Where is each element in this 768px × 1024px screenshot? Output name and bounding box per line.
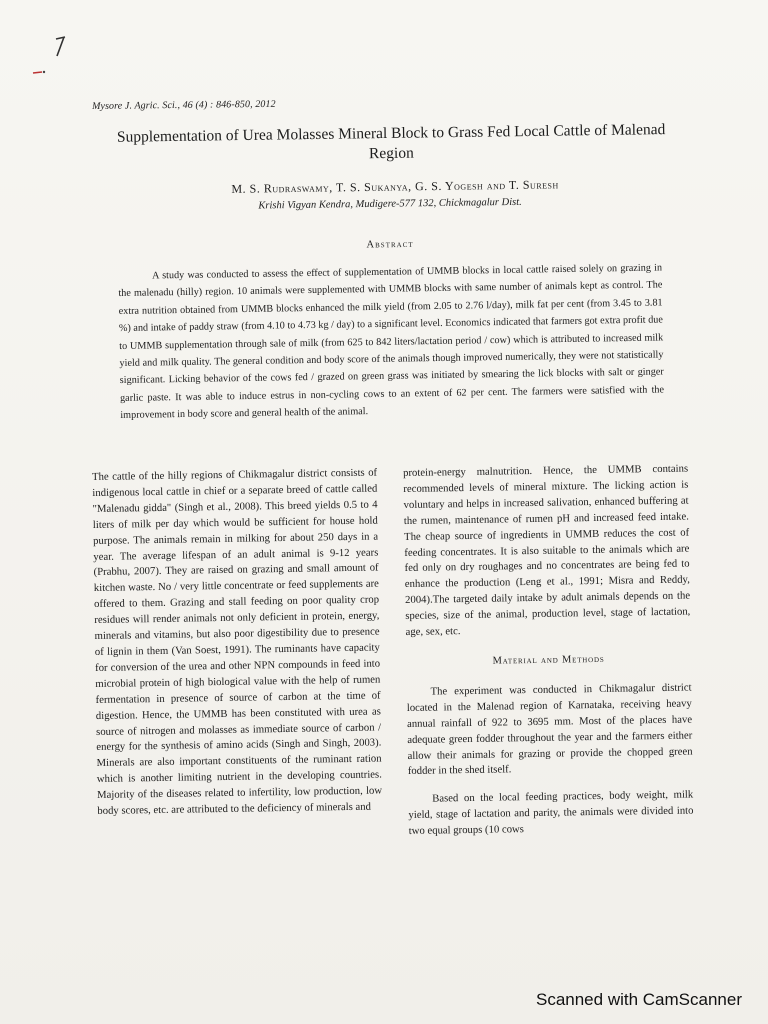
abstract-text: A study was conducted to assess the effect of supplementation of UMMB blocks in local cattle raised solely on grazing in the malenadu (hilly) region. 10 animals were supplemented with UMMB blocks with same number of animals kept as control. The extra nutrition obtained from UMMB blocks enhanced the milk yield (from 2.05 to 2.76 l/day), milk fat per cent (from 3.45 to 3.81 %) and intake of paddy straw (from 4.10 to 4.73 kg / day) to a significant level. Economics indicated that farmers got extra profit due to UMMB supplementation through sale of milk (from 625 to 842 liters/lactation period / cow) which is attributed to increased milk yield and milk quality. The general condition and body score of the animals though improved numerically, they were not statistically significant. Licking behavior of the cows fed / grazed on green grass was initiated by smearing the lick blocks with salt or ginger garlic paste. It was able to induce estrus in non-cycling cows to an extent of 62 per cent. The farmers were satisfied with the improvement in body score and general health of the animal. [118,262,665,422]
left-column [92,466,382,820]
section-heading-material-methods: Material and Methods [492,653,605,667]
abstract-heading: Abstract [366,238,414,251]
affiliation: Krishi Vigyan Kendra, Mudigere-577 132, Chickmagalur Dist. [258,196,522,212]
paper-title: Supplementation of Urea Molasses Mineral Block to Grass Fed Local Cattle of Malenad Region [116,121,666,163]
pen-mark-icon [52,34,68,60]
right-column [403,462,694,840]
journal-citation: Mysore J. Agric. Sci., 46 (4) : 846-850, 2012 [92,98,276,112]
intro-paragraph-continued: protein-energy malnutrition. Hence, the UMMB contains recommended levels of mineral mixture. The licking action is voluntary and helps in increased salivation, enhanced buffering at the rumen, maintenance of rumen pH and increased feed intake. The cheap source of ingredients in UMMB reduces the cost of feeding concentrates. It is also suitable to the animals which are fed only on dry roughages and no concentrates are being fed to enhance the production (Leng et al., 1991; Misra and Reddy, 2004).The targeted daily intake by adult animals depends on the species, size of the animal, production level, stage of lactation, age, sex, etc. [403,462,691,639]
methods-paragraph-2: Based on the local feeding practices, body weight, milk yield, stage of lactation and parity, the animals were divided into two equal groups (10 cows [408,788,694,838]
author-list: M. S. Rudraswamy, T. S. Sukanya, G. S. Yogesh and T. Suresh [231,177,559,196]
stray-mark-icon [32,68,46,76]
scanner-watermark: Scanned with CamScanner [535,990,742,1009]
methods-paragraph-1: The experiment was conducted in Chikmagalur district located in the Malenad region of Karnataka, receiving heavy annual rainfall of 922 to 3695 mm. Most of the places have adequate green fodder throughout the year and the farmers either allow their animals for grazing or provide the chopped green fodder in the shed itself. [406,681,693,778]
intro-paragraph: The cattle of the hilly regions of Chikmagalur district consists of indigenous local cattle in chief or a separate breed of cattle called "Malenadu gidda" (Singh et al., 2008). This breed yields 0.5 to 4 liters of milk per day which would be sufficient for house hold purpose. The animals remain in milking for about 250 days in a year. The average lifespan of an adult animal is 9-12 years (Prabhu, 2007). They are raised on grazing and small amount of kitchen waste. No / very little concentrate or feed supplements are offered to them. Grazing and stall feeding on poor quality crop residues will render animals not only deficient in protein, energy, minerals and vitamins, but also poor digestibility due to presence of lignin in them (Van Soest, 1991). The ruminants have capacity for conversion of the urea and other NPN compounds in feed into microbial protein of high biological value with the help of rumen fermentation in presence of source of carbon at the time of digestion. Hence, the UMMB has been constituted with urea as source of nitrogen and molasses as immediate source of carbon / energy for the synthesis of amino acids (Singh and Singh, 2003). Minerals are also important constituents of the ruminant ration which is another limiting nutrient in the developing countries. Majority of the diseases related to infertility, low production, low body scores, etc. are attributed to the deficiency of minerals and [92,466,383,817]
